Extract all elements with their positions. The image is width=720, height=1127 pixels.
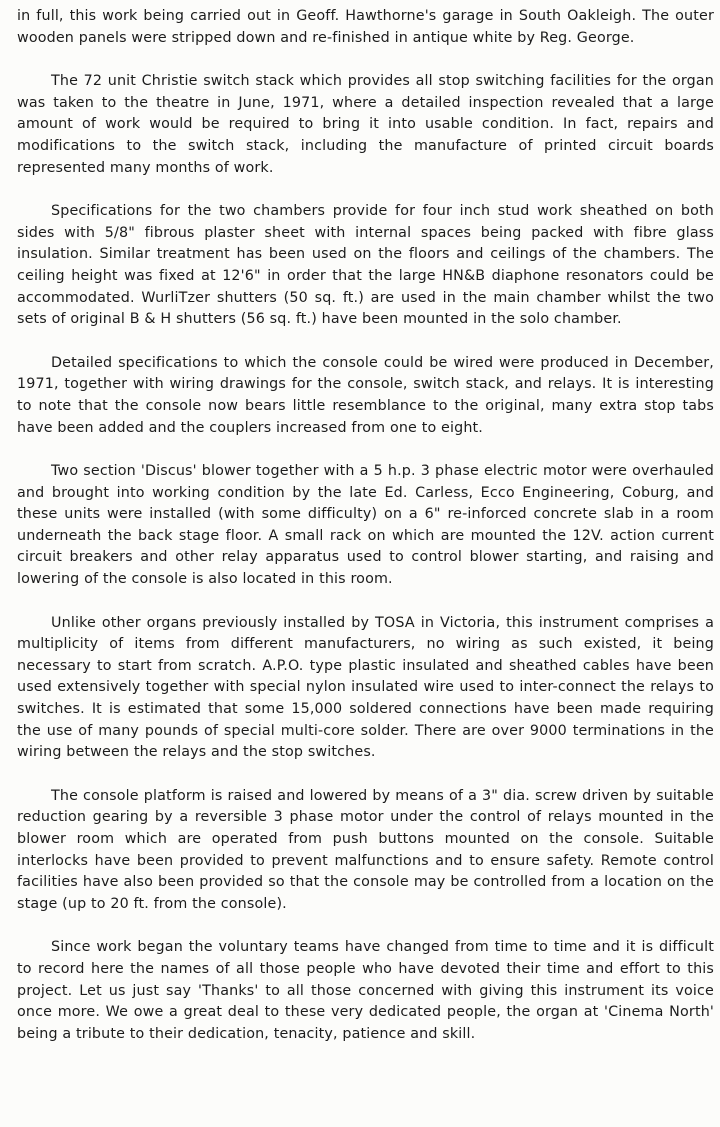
paragraph-blower: Two section 'Discus' blower together with a 5 h.p. 3 phase electric motor were overhauled and brought into working condition by the late Ed. Carless, Ecco Engineering, Coburg, and these units were installed (with some difficulty) on a 6" re-inforced concrete slab in a room underneath the back stage floor. A small rack on which are mounted the 12V. action current circuit breakers and other relay apparatus used to control blower starting, and raising and lowering of the console is also located in this room. (17, 463, 714, 588)
paragraph-switch-stack: The 72 unit Christie switch stack which provides all stop switching facilities for the organ was taken to the theatre in June, 1971, where a detailed inspection revealed that a large amount of work would be required to bring it into usable condition. In fact, repairs and modifications to the switch stack, including the manufacture of printed circuit boards represented many months of work. (17, 73, 714, 176)
paragraph-garage-refinish: in full, this work being carried out in Geoff. Hawthorne's garage in South Oakleigh. The outer wooden panels were stripped down and re-finished in antique white by Reg. George. (17, 8, 714, 46)
paragraph-chamber-specifications: Specifications for the two chambers provide for four inch stud work sheathed on both sides with 5/8" fibrous plaster sheet with internal spaces being packed with fibre glass insulation. Similar treatment has been used on the floors and ceilings of the chambers. The ceiling height was fixed at 12'6" in order that the large HN&B diaphone resonators could be accommodated. WurliTzer shutters (50 sq. ft.) are used in the main chamber whilst the two sets of original B & H shutters (56 sq. ft.) have been mounted in the solo chamber. (17, 203, 714, 328)
paragraph-console-platform: The console platform is raised and lowered by means of a 3" dia. screw driven by suitable reduction gearing by a reversible 3 phase motor under the control of relays mounted in the blower room which are operated from push buttons mounted on the console. Suitable interlocks have been provided to prevent malfunctions and to ensure safety. Remote control facilities have also been provided so that the console may be controlled from a location on the stage (up to 20 ft. from the console). (17, 787, 714, 912)
paragraph-wiring-effort: Unlike other organs previously installed by TOSA in Victoria, this instrument comprises a multiplicity of items from different manufacturers, no wiring as such existed, it being necessary to start from scratch. A.P.O. type plastic insulated and sheathed cables have been used extensively together with special nylon insulated wire used to inter-connect the relays to switches. It is estimated that some 15,000 soldered connections have been made requiring the use of many pounds of special multi-core solder. There are over 9000 terminations in the wiring between the relays and the stop switches. (17, 614, 714, 761)
paragraph-console-wiring: Detailed specifications to which the console could be wired were produced in December, 1971, together with wiring drawings for the console, switch stack, and relays. It is interesting to note that the console now bears little resemblance to the original, many extra stop tabs have been added and the couplers increased from one to eight. (17, 354, 714, 436)
document-body (17, 6, 714, 1045)
paragraph-thanks: Since work began the voluntary teams have changed from time to time and it is difficult to record here the names of all those people who have devoted their time and effort to this project. Let us just say 'Thanks' to all those concerned with giving this instrument its voice once more. We owe a great deal to these very dedicated people, the organ at 'Cinema North' being a tribute to their dedication, tenacity, patience and skill. (17, 939, 714, 1042)
